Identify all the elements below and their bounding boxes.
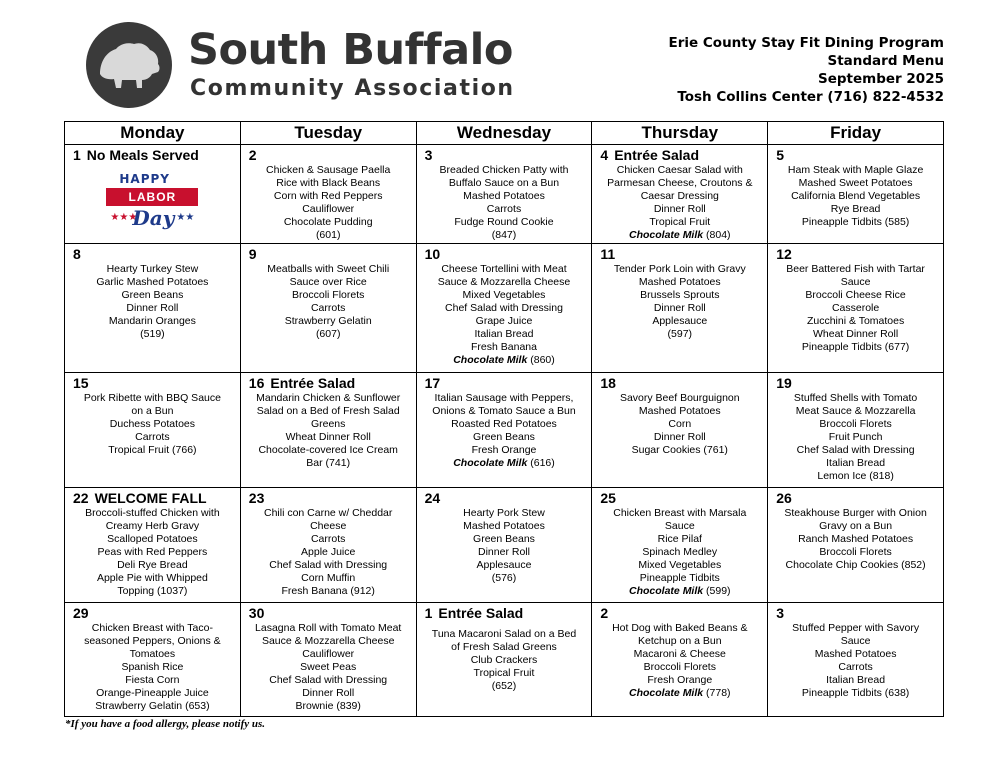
menu-item: Italian Sausage with Peppers,: [434, 391, 574, 404]
menu-item: Tropical Fruit (766): [108, 443, 197, 456]
day-note: Entrée Salad: [614, 147, 700, 163]
menu-items: [420, 263, 589, 367]
day-number: 23: [248, 490, 265, 507]
calorie-code: (616): [530, 456, 555, 469]
menu-item: Meat Sauce & Mozzarella: [795, 404, 916, 417]
day-cell: [592, 145, 768, 244]
menu-item: Fresh Banana: [471, 341, 537, 354]
menu-items: [68, 622, 237, 713]
menu-items: [420, 392, 589, 470]
milk-line: [420, 354, 589, 367]
menu-item: Pork Ribette with BBQ Sauce: [83, 391, 221, 404]
menu-items: [244, 507, 413, 598]
day-header: [68, 490, 237, 507]
day-number: 24: [424, 490, 441, 507]
menu-item: Strawberry Gelatin: [284, 315, 372, 328]
menu-calendar: [64, 121, 944, 717]
menu-item: Tropical Fruit: [649, 216, 711, 228]
menu-item: Corn Muffin: [301, 572, 356, 585]
day-header: [595, 246, 764, 263]
menu-item: California Blend Vegetables: [791, 190, 921, 202]
menu-item: Mashed Potatoes: [638, 276, 721, 289]
menu-item: Chocolate Chip Cookies (852): [785, 559, 926, 572]
milk-item: Chocolate Milk: [629, 585, 704, 598]
labor-happy-text: HAPPY: [119, 172, 170, 186]
day-cell: [768, 244, 944, 372]
menu-item: Fiesta Corn: [125, 673, 180, 686]
menu-items: [595, 392, 764, 457]
day-cell: [240, 488, 416, 602]
menu-item: Club Crackers: [470, 653, 538, 666]
menu-item: Mashed Potatoes: [638, 404, 721, 417]
labor-ribbon: [106, 188, 198, 206]
header-info: [669, 34, 944, 106]
day-header: [68, 246, 237, 263]
menu-item: Casserole: [831, 302, 880, 315]
menu-item: Ham Steak with Maple Glaze: [787, 164, 924, 176]
week-row: [65, 244, 944, 372]
menu-item: (847): [491, 229, 517, 241]
menu-item: Pineapple Tidbits (638): [801, 686, 910, 699]
day-header: [68, 375, 237, 392]
menu-item: Broccoli Florets: [819, 417, 892, 430]
menu-item: Grape Juice: [475, 315, 533, 328]
menu-item: Mashed Potatoes: [463, 520, 545, 533]
menu-item: Sauce: [840, 276, 871, 289]
milk-item: Chocolate Milk: [453, 456, 528, 469]
buffalo-icon: [86, 22, 172, 108]
day-header: [771, 605, 940, 622]
day-header: [420, 147, 589, 164]
menu-items: [420, 622, 589, 693]
menu-item: Salad on a Bed of Fresh Salad: [256, 404, 400, 417]
menu-items: [420, 507, 589, 585]
menu-items: [595, 622, 764, 700]
weekday-header: Tuesday: [240, 122, 416, 145]
day-cell: [240, 244, 416, 372]
org-name: South Buffalo: [188, 25, 513, 75]
menu-item: Duchess Potatoes: [109, 417, 195, 430]
day-cell: [768, 145, 944, 244]
menu-item: Onions & Tomato Sauce a Bun: [432, 404, 576, 417]
menu-item: Dinner Roll: [653, 430, 706, 443]
menu-item: Broccoli Florets: [643, 660, 716, 673]
weekday-header-row: [65, 122, 944, 145]
labor-ribbon-text: LABOR: [128, 190, 177, 204]
menu-item: Cheese Tortellini with Meat: [441, 263, 567, 276]
menu-item: Gravy on a Bun: [819, 520, 893, 533]
day-header: [244, 490, 413, 507]
calorie-code: (599): [706, 585, 731, 598]
calendar-body: [65, 145, 944, 717]
menu-item: Hot Dog with Baked Beans &: [612, 621, 748, 634]
menu-item: Steakhouse Burger with Onion: [784, 507, 927, 520]
menu-item: Orange-Pineapple Juice: [96, 686, 209, 699]
menu-item: Chicken Breast with Taco-: [91, 621, 213, 634]
day-header: [244, 147, 413, 164]
menu-type: Standard Menu: [827, 53, 944, 69]
menu-item: Tropical Fruit: [473, 666, 535, 679]
day-note: WELCOME FALL: [94, 490, 207, 507]
menu-month: September 2025: [818, 71, 944, 87]
menu-items: [68, 507, 237, 598]
menu-item: Caesar Dressing: [640, 190, 719, 202]
day-cell: [416, 145, 592, 244]
day-number: 19: [776, 374, 792, 391]
menu-item: Fruit Punch: [828, 430, 883, 443]
menu-item: Wheat Dinner Roll: [812, 328, 899, 341]
milk-item: Chocolate Milk: [629, 686, 704, 699]
menu-item: Chef Salad with Dressing: [796, 443, 915, 456]
day-header: [244, 375, 413, 392]
milk-line: [595, 687, 764, 700]
day-number: 10: [424, 246, 441, 263]
labor-day-graphic: [102, 172, 202, 240]
menu-item: Spinach Medley: [642, 546, 718, 559]
day-number: 30: [248, 604, 265, 621]
milk-line: [420, 457, 589, 470]
day-header: [420, 490, 589, 507]
menu-item: Carrots: [310, 302, 346, 315]
menu-item: Chef Salad with Dressing: [269, 673, 388, 686]
menu-items: [771, 164, 940, 229]
menu-item: Rice with Black Beans: [276, 177, 381, 189]
day-number: 1: [73, 147, 81, 163]
calorie-code: (804): [706, 229, 731, 241]
day-note: Entrée Salad: [438, 604, 524, 621]
week-row: [65, 602, 944, 716]
menu-items: [244, 164, 413, 242]
menu-item: Ranch Mashed Potatoes: [798, 533, 914, 546]
day-number: 4: [600, 147, 609, 163]
day-cell: [592, 602, 768, 716]
day-header: [771, 490, 940, 507]
menu-item: Savory Beef Bourguignon: [619, 391, 740, 404]
day-header: [420, 246, 589, 263]
menu-item: Green Beans: [473, 533, 535, 546]
day-number: 8: [73, 246, 81, 263]
day-number: 1: [424, 604, 433, 621]
day-header: [771, 375, 940, 392]
menu-item: Sauce & Mozzarella Cheese: [261, 634, 395, 647]
menu-item: Apple Juice: [301, 546, 356, 559]
menu-item: Pineapple Tidbits (585): [801, 216, 910, 228]
menu-item: Sauce: [840, 634, 871, 647]
day-header: [68, 605, 237, 622]
program-name: Erie County Stay Fit Dining Program: [668, 35, 944, 51]
menu-item: Pineapple Tidbits: [639, 572, 720, 585]
week-row: [65, 372, 944, 487]
menu-item: Dinner Roll: [302, 686, 355, 699]
day-number: 25: [600, 490, 616, 507]
menu-item: Italian Bread: [826, 456, 886, 469]
day-cell: [768, 488, 944, 602]
day-cell: [240, 372, 416, 487]
day-header: [420, 605, 589, 622]
menu-item: Pineapple Tidbits (677): [801, 341, 910, 354]
menu-item: Bar (741): [306, 456, 351, 469]
menu-item: Brownie (839): [295, 699, 361, 712]
menu-item: Tuna Macaroni Salad on a Bed: [431, 627, 577, 640]
menu-item: Mashed Potatoes: [463, 190, 545, 202]
menu-item: Sauce & Mozzarella Cheese: [437, 276, 571, 289]
menu-item: Hearty Turkey Stew: [106, 263, 199, 276]
weekday-header: Thursday: [592, 122, 768, 145]
menu-item: Fresh Orange: [647, 673, 713, 686]
menu-item: Fresh Orange: [471, 443, 537, 456]
weekday-header: Wednesday: [416, 122, 592, 145]
milk-item: Chocolate Milk: [629, 229, 704, 241]
menu-item: Chicken Caesar Salad with: [616, 164, 743, 176]
menu-item: (597): [667, 328, 693, 341]
milk-line: [595, 585, 764, 598]
day-cell: [768, 372, 944, 487]
menu-item: Italian Bread: [474, 328, 534, 341]
menu-item: Mixed Vegetables: [462, 289, 546, 302]
menu-item: Tomatoes: [129, 647, 176, 660]
day-number: 3: [424, 147, 433, 163]
menu-item: Carrots: [838, 660, 873, 673]
day-header: [68, 147, 237, 164]
menu-item: Tender Pork Loin with Gravy: [613, 263, 746, 276]
menu-item: Chicken Breast with Marsala: [613, 507, 747, 520]
menu-item: Green Beans: [473, 430, 535, 443]
calorie-code: (778): [706, 686, 731, 699]
menu-item: Mashed Potatoes: [814, 647, 897, 660]
menu-item: Garlic Mashed Potatoes: [96, 276, 209, 289]
day-cell: [65, 244, 241, 372]
day-number: 16: [248, 374, 265, 391]
menu-item: Macaroni & Cheese: [633, 647, 726, 660]
menu-item: Chili con Carne w/ Cheddar: [263, 507, 393, 520]
day-number: 9: [248, 246, 257, 263]
menu-item: Cauliflower: [302, 647, 355, 660]
menu-items: [68, 263, 237, 341]
day-cell: [65, 488, 241, 602]
menu-item: Dinner Roll: [126, 302, 179, 315]
menu-item: Rice Pilaf: [657, 533, 702, 546]
menu-items: [68, 392, 237, 457]
menu-item: Breaded Chicken Patty with: [439, 164, 569, 176]
menu-item: Apple Pie with Whipped: [96, 572, 208, 585]
menu-items: [771, 622, 940, 700]
menu-items: [595, 507, 764, 598]
day-number: 18: [600, 374, 616, 391]
day-number: 12: [776, 246, 792, 263]
menu-item: Corn with Red Peppers: [273, 190, 383, 202]
menu-item: Dinner Roll: [478, 546, 530, 559]
menu-item: (652): [491, 679, 517, 692]
menu-item: Cauliflower: [302, 203, 355, 215]
day-header: [595, 605, 764, 622]
menu-item: Buffalo Sauce on a Bun: [448, 177, 560, 189]
menu-item: Rye Bread: [830, 203, 881, 215]
day-header: [595, 490, 764, 507]
day-cell: [65, 372, 241, 487]
weekday-header: Friday: [768, 122, 944, 145]
menu-item: of Fresh Salad Greens: [451, 640, 557, 653]
menu-item: Scalloped Potatoes: [107, 533, 198, 546]
menu-item: Brussels Sprouts: [640, 289, 720, 302]
menu-item: Corn: [668, 417, 692, 430]
day-number: 26: [776, 490, 792, 507]
day-cell: [416, 244, 592, 372]
day-header: [595, 147, 764, 164]
menu-item: Stuffed Pepper with Savory: [792, 621, 920, 634]
menu-items: [244, 392, 413, 470]
day-cell: [592, 372, 768, 487]
day-cell: [240, 602, 416, 716]
menu-item: Broccoli Florets: [819, 546, 892, 559]
day-number: 29: [73, 604, 89, 621]
menu-item: Applesauce: [476, 559, 532, 572]
day-header: [244, 605, 413, 622]
day-number: 2: [248, 147, 257, 163]
menu-item: Fresh Banana (912): [281, 585, 375, 598]
menu-item: Sugar Cookies (761): [631, 443, 728, 456]
menu-item: Wheat Dinner Roll: [285, 430, 371, 443]
menu-item: Zucchini & Tomatoes: [806, 315, 905, 328]
menu-item: Spanish Rice: [121, 660, 184, 673]
day-cell: [768, 602, 944, 716]
menu-item: Ketchup on a Bun: [638, 634, 722, 647]
menu-item: on a Bun: [131, 404, 174, 417]
menu-item: Broccoli Florets: [292, 289, 365, 302]
menu-item: Strawberry Gelatin (653): [95, 699, 210, 712]
menu-item: Deli Rye Bread: [117, 559, 188, 572]
calorie-code: (860): [530, 354, 555, 367]
menu-item: Mixed Vegetables: [638, 559, 722, 572]
day-cell: [416, 488, 592, 602]
menu-item: Cheese: [310, 520, 347, 533]
allergy-note: *If you have a food allergy, please notify us.: [65, 718, 266, 730]
menu-item: Broccoli Cheese Rice: [805, 289, 906, 302]
buffalo-logo: [86, 22, 172, 108]
milk-item: Chocolate Milk: [453, 354, 528, 367]
menu-item: Chef Salad with Dressing: [445, 302, 563, 315]
menu-item: (601): [315, 229, 341, 241]
day-cell: [592, 488, 768, 602]
menu-item: Carrots: [310, 533, 346, 546]
menu-item: (607): [315, 328, 341, 341]
menu-item: Topping (1037): [117, 585, 188, 598]
menu-item: Mandarin Oranges: [108, 315, 196, 328]
day-cell: [240, 145, 416, 244]
menu-item: Italian Bread: [826, 673, 886, 686]
day-number: 22: [73, 490, 89, 507]
menu-item: Fudge Round Cookie: [454, 216, 554, 228]
day-number: 11: [600, 246, 616, 263]
menu-item: Sauce: [664, 520, 695, 533]
menu-item: Green Beans: [121, 289, 184, 302]
menu-items: [420, 164, 589, 242]
menu-items: [771, 507, 940, 572]
day-header: [771, 246, 940, 263]
day-cell: [416, 372, 592, 487]
menu-item: Carrots: [486, 203, 522, 215]
menu-item: Lasagna Roll with Tomato Meat: [255, 621, 402, 634]
menu-item: (576): [491, 572, 517, 585]
menu-item: Chocolate-covered Ice Cream: [258, 443, 398, 456]
menu-item: Broccoli-stuffed Chicken with: [85, 507, 220, 520]
day-number: 2: [600, 604, 609, 621]
day-number: 17: [424, 374, 441, 391]
menu-item: Mashed Sweet Potatoes: [798, 177, 913, 189]
menu-item: Lemon Ice (818): [817, 469, 894, 482]
day-cell: [416, 602, 592, 716]
day-number: 15: [73, 374, 89, 391]
menu-item: seasoned Peppers, Onions &: [84, 634, 221, 647]
center-contact: Tosh Collins Center (716) 822-4532: [677, 89, 944, 105]
menu-item: Dinner Roll: [653, 302, 706, 315]
menu-item: Parmesan Cheese, Croutons &: [607, 177, 753, 189]
day-note: Entrée Salad: [270, 374, 356, 391]
day-header: [595, 375, 764, 392]
day-cell: [65, 602, 241, 716]
menu-item: Hearty Pork Stew: [463, 507, 545, 520]
milk-line: [595, 229, 764, 242]
menu-item: Stuffed Shells with Tomato: [793, 391, 918, 404]
week-row: [65, 145, 944, 244]
menu-item: Creamy Herb Gravy: [105, 520, 200, 533]
menu-item: Carrots: [135, 430, 170, 443]
day-header: [244, 246, 413, 263]
day-note: No Meals Served: [86, 147, 199, 163]
menu-item: Chocolate Pudding: [283, 216, 373, 228]
menu-items: [244, 263, 413, 341]
menu-items: [771, 263, 940, 354]
menu-item: Sauce over Rice: [289, 276, 367, 289]
menu-item: Dinner Roll: [653, 203, 706, 215]
menu-item: Applesauce: [652, 315, 708, 328]
day-header: [771, 147, 940, 164]
day-cell: [65, 145, 241, 244]
menu-item: (519): [140, 328, 165, 341]
menu-item: Beer Battered Fish with Tartar: [786, 263, 925, 276]
weekday-header: Monday: [65, 122, 241, 145]
menu-item: Chicken & Sausage Paella: [266, 164, 391, 176]
star-icon: ★★★: [110, 212, 138, 223]
star-icon: ★★: [176, 212, 195, 223]
menu-items: [595, 164, 764, 242]
day-cell: [592, 244, 768, 372]
menu-item: Greens: [310, 417, 346, 430]
menu-item: Mandarin Chicken & Sunflower: [256, 391, 401, 404]
day-number: 5: [776, 147, 784, 163]
labor-day-text: Day: [132, 206, 175, 230]
menu-items: [771, 392, 940, 483]
menu-items: [595, 263, 764, 341]
menu-items: [244, 622, 413, 713]
day-number: 3: [776, 604, 784, 621]
org-subtitle: Community Association: [190, 76, 515, 101]
week-row: [65, 488, 944, 602]
day-header: [420, 375, 589, 392]
menu-item: Meatballs with Sweet Chili: [267, 263, 390, 276]
menu-item: Chef Salad with Dressing: [269, 559, 388, 572]
menu-item: Roasted Red Potatoes: [451, 417, 557, 430]
menu-item: Sweet Peas: [300, 660, 357, 673]
menu-item: Peas with Red Peppers: [97, 546, 208, 559]
